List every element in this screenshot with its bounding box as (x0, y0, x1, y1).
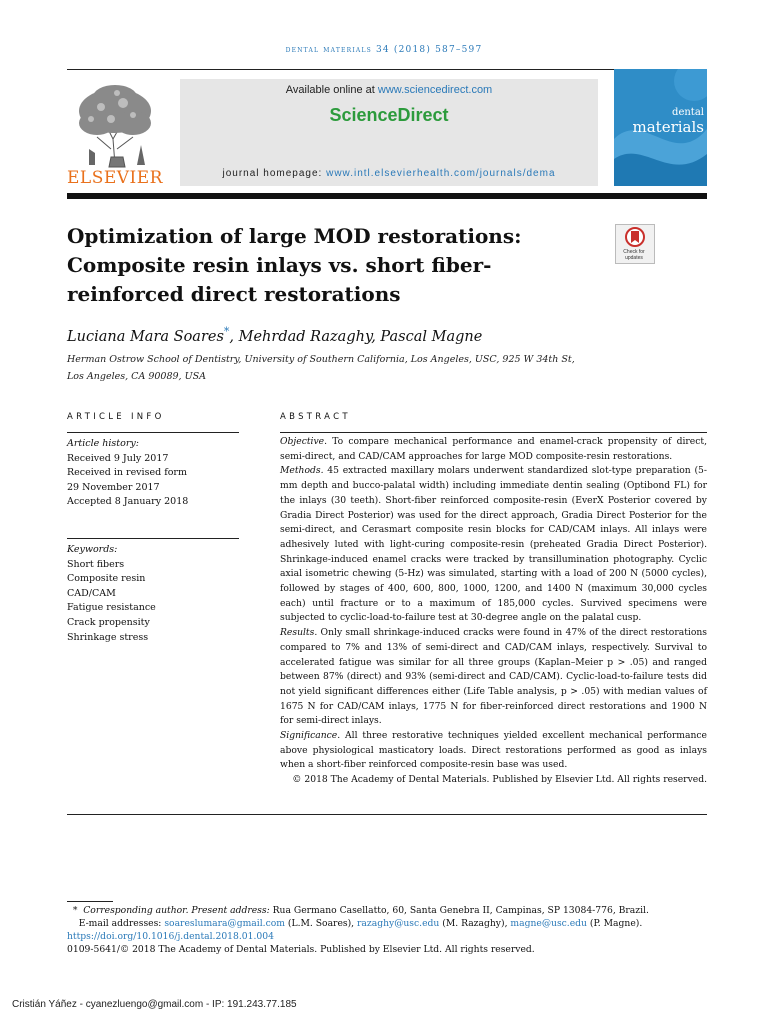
abstract-bottom-rule (67, 814, 707, 815)
methods-label: Methods. (280, 465, 324, 477)
article-title: Optimization of large MOD restorations: Composite resin inlays vs. short fiber-reinforced direct restorations (67, 224, 522, 306)
abstract-body (280, 435, 707, 788)
results-text: Only small shrinkage-induced cracks were found in 47% of the direct restorations compared to 7% and 13% of semi-direct and CAD/CAM inlays, respectively. Survival to accelerated fatigue was similar for all three groups (Kaplan–Meier p > .05) and ranged between 87% (direct) and 93% (semi-direct and CAD/CAM). Cyclic-load-to-failure tests did not yield significant differences either (Life Table analysis, p > .05) with median values of 1675 N for CAD/CAM inlays, 1775 N for fiber-reinforced direct restorations and 1900 N for semi-direct inlays. (280, 627, 707, 727)
history-line: Accepted 8 January 2018 (67, 496, 189, 508)
history-line: 29 November 2017 (67, 481, 160, 493)
author-rest: , Mehrdad Razaghy, Pascal Magne (229, 328, 483, 345)
journal-homepage (180, 168, 598, 179)
abstract-methods (280, 464, 707, 626)
abstract-heading: ABSTRACT (280, 412, 351, 422)
email-link-soares[interactable]: soareslumara@gmail.com (164, 918, 285, 929)
keyword: CAD/CAM (67, 587, 116, 599)
objective-label: Objective. (280, 436, 328, 447)
keyword: Shrinkage stress (67, 631, 149, 643)
journal-homepage-link[interactable]: www.intl.elsevierhealth.com/journals/dema (326, 168, 556, 179)
keyword: Short fibers (67, 558, 125, 570)
significance-text: All three restorative techniques yielded excellent mechanical performance above physiological masticatory loads. Direct restorations performed as good as inlays when a short-fiber reinforced composite-resin base was used. (280, 730, 707, 771)
article-history (67, 437, 239, 510)
abstract-rule (280, 432, 707, 433)
email-footnote (67, 917, 707, 930)
abstract-objective (280, 435, 707, 464)
footnote-rule (67, 901, 113, 902)
cover-title-main: materials (632, 118, 704, 136)
check-for-updates-label: Check for updates (623, 249, 645, 261)
email-owner: (M. Razaghy), (439, 918, 511, 929)
email-link-razaghy[interactable]: razaghy@usc.edu (357, 918, 440, 929)
article-info-heading: ARTICLE INFO (67, 412, 165, 422)
keyword: Composite resin (67, 573, 146, 585)
objective-text: To compare mechanical performance and enamel-crack propensity of direct, semi-direct, and CAD/CAM approaches for large MOD composite-resin restorations. (280, 436, 707, 462)
author-first: Luciana Mara Soares (67, 328, 224, 345)
significance-label: Significance. (280, 730, 341, 742)
doi-link[interactable]: https://doi.org/10.1016/j.dental.2018.01.004 (67, 931, 274, 942)
article-info-rule (67, 432, 239, 433)
keywords (67, 543, 239, 645)
download-watermark: Cristián Yáñez - cyanezluengo@gmail.com - IP: 191.243.77.185 (12, 999, 297, 1010)
publisher-wordmark: ELSEVIER (67, 168, 163, 188)
keywords-rule (67, 538, 239, 539)
history-line: Received in revised form (67, 467, 187, 479)
email-owner: (P. Magne). (586, 918, 643, 929)
corresponding-footnote (67, 904, 707, 917)
keyword: Fatigue resistance (67, 602, 156, 614)
corresponding-address: Rua Germano Casellatto, 60, Santa Genebra II, Campinas, SP 13084-776, Brazil. (269, 905, 649, 916)
masthead-rule (67, 193, 707, 199)
issn-line: 0109-5641/© 2018 The Academy of Dental Materials. Published by Elsevier Ltd. All rights reserved. (67, 944, 535, 955)
keyword: Crack propensity (67, 616, 150, 628)
history-label: Article history: (67, 438, 139, 449)
footnote-star: * (72, 905, 78, 916)
running-head: dental materials 34 (2018) 587–597 (285, 45, 483, 55)
available-prefix: Available online at (285, 84, 378, 96)
sciencedirect-link[interactable]: www.sciencedirect.com (377, 84, 493, 96)
email-link-magne[interactable]: magne@usc.edu (510, 918, 587, 929)
abstract-significance (280, 729, 707, 773)
footnotes (67, 904, 707, 956)
journal-cover (614, 69, 707, 186)
abstract-copyright: © 2018 The Academy of Dental Materials. Published by Elsevier Ltd. All rights reserved. (292, 774, 707, 786)
sciencedirect-wordmark: ScienceDirect (329, 105, 449, 125)
corresponding-marker[interactable]: * (223, 325, 230, 338)
results-label: Results. (280, 627, 318, 639)
affiliation: Herman Ostrow School of Dentistry, University of Southern California, Los Angeles, USC, 925 W 34th St, Los Angeles, CA 90089, USA (67, 354, 575, 382)
history-line: Received 9 July 2017 (67, 452, 169, 464)
abstract-results (280, 626, 707, 729)
available-online (180, 84, 598, 96)
top-rule (67, 69, 707, 70)
keywords-label: Keywords: (67, 544, 118, 555)
methods-text: 45 extracted maxillary molars underwent standardized slot-type preparation (5-mm depth and bucco-palatal width) including immediate dentin sealing (Optibond FL) for the inlays (30 teeth). Short-fiber reinforced composite-resin (EverX Posterior covered by Gradia Direct Posterior) was used for the direct approach, Gradia Direct Posterior for the semi-direct, and Cerasmart composite resin blocks for CAD/CAM inlays. All inlays were adhesively luted with light-curing composite-resin (preheated Gradia Direct Posterior). Shrinkage-induced enamel cracks were tracked by transillumination photography. Cyclic axial isometric chewing (5-Hz) was simulated, starting with a load of 200 N (5000 cycles), followed by stages of 400, 600, 800, 1000, 1200, and 1400 N (maximum 30,000 cycles each) until fracture or to a maximum of 185,000 cycles. Survived specimens were subjected to cyclic-load-to-failure test at 30-degree angle on the palatal cusp. (280, 465, 707, 624)
cover-title-small: dental (672, 107, 704, 118)
bookmark-icon (616, 225, 654, 249)
author-list (67, 325, 707, 345)
corresponding-label: Corresponding author. Present address: (83, 905, 270, 916)
cover-title (618, 105, 704, 135)
email-prefix: E-mail addresses: (78, 918, 165, 929)
email-owner: (L.M. Soares), (284, 918, 358, 929)
homepage-prefix: journal homepage: (222, 168, 327, 179)
